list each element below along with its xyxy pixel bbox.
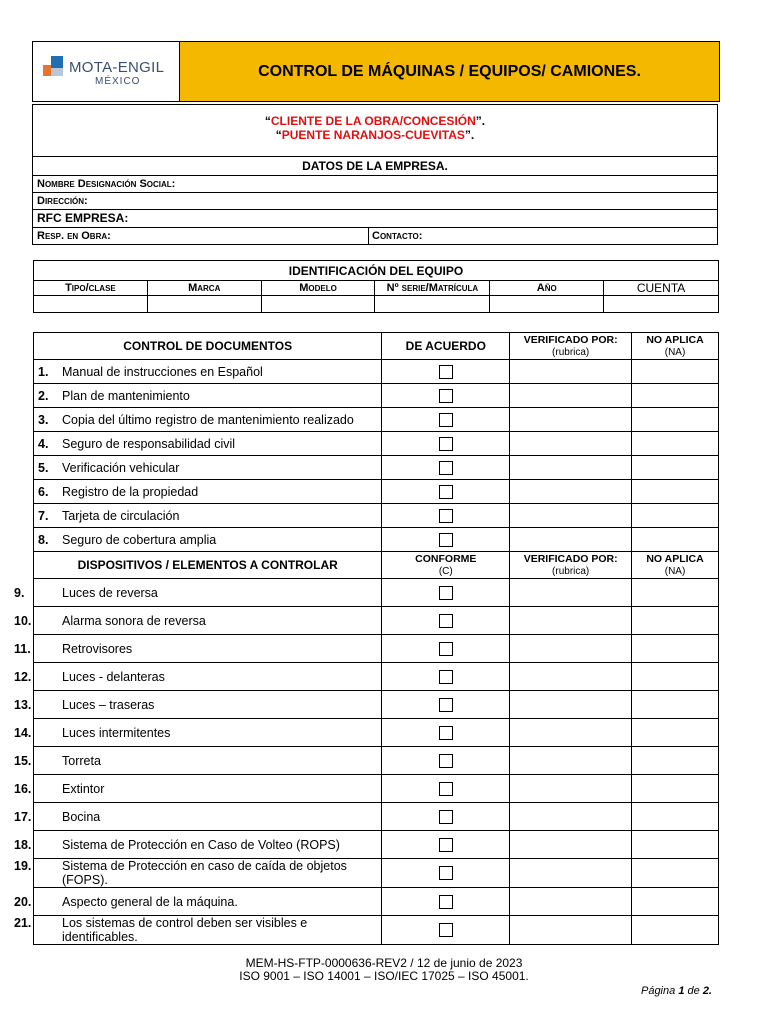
equipment-table bbox=[33, 260, 719, 313]
item-label: Bocina bbox=[62, 809, 101, 824]
item-label: Luces - delanteras bbox=[62, 669, 165, 684]
not-applicable-cell[interactable] bbox=[632, 504, 719, 528]
control-table bbox=[14, 332, 719, 945]
device-item bbox=[14, 803, 382, 831]
item-number: 11. bbox=[14, 641, 31, 656]
verified-signature-cell[interactable] bbox=[510, 384, 632, 408]
verified-signature-cell[interactable] bbox=[510, 528, 632, 552]
device-row bbox=[34, 607, 719, 635]
item-number: 4. bbox=[38, 436, 49, 451]
device-item bbox=[14, 635, 382, 663]
agree-header: DE ACUERDO bbox=[382, 333, 510, 360]
checkbox[interactable] bbox=[439, 614, 453, 628]
logo-text: MOTA-ENGIL bbox=[69, 58, 165, 76]
not-applicable-cell[interactable] bbox=[632, 831, 719, 859]
device-row bbox=[34, 635, 719, 663]
company-name-field[interactable]: Nombre Designación Social: bbox=[33, 175, 717, 192]
device-check-cell bbox=[382, 831, 510, 859]
checkbox[interactable] bbox=[439, 509, 453, 523]
serial-input[interactable] bbox=[375, 296, 490, 313]
document-item bbox=[34, 528, 382, 552]
document-item bbox=[34, 456, 382, 480]
device-item bbox=[14, 831, 382, 859]
conform-header: CONFORME (C) bbox=[382, 552, 510, 579]
contact-field[interactable]: Contacto: bbox=[368, 228, 422, 244]
document-row bbox=[34, 432, 719, 456]
device-row bbox=[34, 888, 719, 916]
model-input[interactable] bbox=[261, 296, 375, 313]
document-row bbox=[34, 456, 719, 480]
device-row bbox=[34, 691, 719, 719]
rfc-field[interactable]: RFC EMPRESA: bbox=[33, 209, 717, 227]
item-number: 3. bbox=[38, 412, 49, 427]
checkbox[interactable] bbox=[439, 586, 453, 600]
verified-signature-cell[interactable] bbox=[510, 432, 632, 456]
device-item bbox=[14, 579, 382, 607]
item-number: 9. bbox=[14, 585, 25, 600]
verified-signature-cell[interactable] bbox=[510, 888, 632, 916]
verified-signature-cell[interactable] bbox=[510, 579, 632, 607]
verified-signature-cell[interactable] bbox=[510, 408, 632, 432]
item-number: 13. bbox=[14, 697, 32, 712]
checkbox[interactable] bbox=[439, 810, 453, 824]
not-applicable-cell[interactable] bbox=[632, 408, 719, 432]
col-type: Tipo/clase bbox=[34, 281, 148, 296]
not-applicable-cell[interactable] bbox=[632, 528, 719, 552]
not-applicable-cell[interactable] bbox=[632, 360, 719, 384]
not-applicable-cell[interactable] bbox=[632, 663, 719, 691]
item-number: 19. bbox=[14, 859, 32, 873]
document-check-cell bbox=[382, 432, 510, 456]
item-number: 7. bbox=[38, 508, 49, 523]
checkbox[interactable] bbox=[439, 923, 453, 937]
col-account: CUENTA bbox=[604, 281, 719, 296]
device-item bbox=[14, 747, 382, 775]
device-check-cell bbox=[382, 635, 510, 663]
verified-signature-cell[interactable] bbox=[510, 859, 632, 888]
item-number: 6. bbox=[38, 484, 49, 499]
item-number: 15. bbox=[14, 753, 32, 768]
company-data-header: DATOS DE LA EMPRESA. bbox=[33, 156, 717, 175]
not-applicable-cell[interactable] bbox=[632, 719, 719, 747]
col-model: Modelo bbox=[261, 281, 375, 296]
verified-signature-cell[interactable] bbox=[510, 456, 632, 480]
device-row bbox=[34, 859, 719, 888]
checkbox[interactable] bbox=[439, 838, 453, 852]
col-serial: Nº serie/Matrícula bbox=[375, 281, 490, 296]
device-check-cell bbox=[382, 888, 510, 916]
item-label: Retrovisores bbox=[62, 641, 133, 656]
device-check-cell bbox=[382, 747, 510, 775]
document-item bbox=[34, 360, 382, 384]
equipment-header: IDENTIFICACIÓN DEL EQUIPO bbox=[34, 261, 719, 281]
device-row bbox=[34, 747, 719, 775]
verified-signature-cell[interactable] bbox=[510, 480, 632, 504]
checkbox[interactable] bbox=[439, 413, 453, 427]
device-item bbox=[14, 888, 382, 916]
document-item bbox=[34, 432, 382, 456]
resp-field[interactable]: Resp. en Obra: bbox=[37, 230, 111, 242]
item-label: Manual de instrucciones en Español bbox=[62, 364, 263, 379]
item-label: Alarma sonora de reversa bbox=[62, 613, 206, 628]
item-label: Luces de reversa bbox=[62, 585, 158, 600]
item-label: Aspecto general de la máquina. bbox=[62, 894, 238, 909]
document-row bbox=[34, 360, 719, 384]
na-header-2: NO APLICA (NA) bbox=[632, 552, 719, 579]
not-applicable-cell[interactable] bbox=[632, 607, 719, 635]
item-number: 1. bbox=[38, 364, 49, 379]
verified-signature-cell[interactable] bbox=[510, 691, 632, 719]
item-number: 2. bbox=[38, 388, 49, 403]
verified-header-2: VERIFICADO POR: (rubrica) bbox=[510, 552, 632, 579]
item-number: 17. bbox=[14, 809, 32, 824]
document-item bbox=[34, 408, 382, 432]
not-applicable-cell[interactable] bbox=[632, 384, 719, 408]
checkbox[interactable] bbox=[439, 670, 453, 684]
client-block: “CLIENTE DE LA OBRA/CONCESIÓN”. “PUENTE NARANJOS-CUEVITAS”. DATOS DE LA EMPRESA. Nombre Designación Social: Dirección: RFC EMPRESA: Resp. en Obra: Contacto: bbox=[32, 104, 718, 245]
document-row bbox=[34, 384, 719, 408]
not-applicable-cell[interactable] bbox=[632, 579, 719, 607]
checkbox[interactable] bbox=[439, 642, 453, 656]
verified-signature-cell[interactable] bbox=[510, 719, 632, 747]
not-applicable-cell[interactable] bbox=[632, 747, 719, 775]
document-row bbox=[34, 480, 719, 504]
device-row bbox=[34, 719, 719, 747]
checkbox[interactable] bbox=[439, 533, 453, 547]
checkbox[interactable] bbox=[439, 485, 453, 499]
device-check-cell bbox=[382, 803, 510, 831]
not-applicable-cell[interactable] bbox=[632, 691, 719, 719]
item-number: 14. bbox=[14, 725, 32, 740]
client-label: CLIENTE DE LA OBRA/CONCESIÓN bbox=[270, 114, 476, 128]
brand-input[interactable] bbox=[147, 296, 261, 313]
verified-signature-cell[interactable] bbox=[510, 916, 632, 945]
not-applicable-cell[interactable] bbox=[632, 432, 719, 456]
document-item bbox=[34, 504, 382, 528]
item-label: Copia del último registro de mantenimiento realizado bbox=[62, 412, 354, 427]
item-label: Luces intermitentes bbox=[62, 725, 171, 740]
device-check-cell bbox=[382, 775, 510, 803]
not-applicable-cell[interactable] bbox=[632, 888, 719, 916]
devices-header: DISPOSITIVOS / ELEMENTOS A CONTROLAR bbox=[34, 552, 382, 579]
device-item bbox=[14, 719, 382, 747]
item-label: Verificación vehicular bbox=[62, 460, 180, 475]
device-row bbox=[34, 775, 719, 803]
not-applicable-cell[interactable] bbox=[632, 803, 719, 831]
checkbox[interactable] bbox=[439, 698, 453, 712]
item-number: 18. bbox=[14, 837, 32, 852]
document-check-cell bbox=[382, 360, 510, 384]
not-applicable-cell[interactable] bbox=[632, 916, 719, 945]
document-check-cell bbox=[382, 504, 510, 528]
not-applicable-cell[interactable] bbox=[632, 480, 719, 504]
documents-header: CONTROL DE DOCUMENTOS bbox=[34, 333, 382, 360]
item-number: 16. bbox=[14, 781, 32, 796]
verified-signature-cell[interactable] bbox=[510, 775, 632, 803]
checkbox[interactable] bbox=[439, 895, 453, 909]
device-row bbox=[34, 663, 719, 691]
resp-contact-row bbox=[33, 227, 717, 244]
document-row bbox=[34, 408, 719, 432]
document-item bbox=[34, 480, 382, 504]
document-check-cell bbox=[382, 456, 510, 480]
device-item bbox=[14, 607, 382, 635]
type-input[interactable] bbox=[34, 296, 148, 313]
equipment-input-row bbox=[34, 296, 719, 313]
document-header bbox=[32, 41, 720, 102]
device-item bbox=[14, 916, 382, 945]
device-check-cell bbox=[382, 663, 510, 691]
checkbox[interactable] bbox=[439, 437, 453, 451]
item-label: Seguro de cobertura amplia bbox=[62, 532, 217, 547]
device-row bbox=[34, 831, 719, 859]
mota-engil-logo-icon bbox=[43, 56, 65, 78]
device-check-cell bbox=[382, 579, 510, 607]
item-label: Los sistemas de control deben ser visibles e identificables. bbox=[62, 916, 308, 944]
not-applicable-cell[interactable] bbox=[632, 859, 719, 888]
item-label: Registro de la propiedad bbox=[62, 484, 199, 499]
verified-signature-cell[interactable] bbox=[510, 831, 632, 859]
document-check-cell bbox=[382, 384, 510, 408]
checkbox[interactable] bbox=[439, 461, 453, 475]
item-label: Sistema de Protección en caso de caída de objetos (FOPS). bbox=[62, 859, 347, 887]
item-number: 12. bbox=[14, 669, 32, 684]
device-item bbox=[14, 663, 382, 691]
item-number: 20. bbox=[14, 894, 32, 909]
item-number: 10. bbox=[14, 613, 32, 628]
device-check-cell bbox=[382, 607, 510, 635]
checkbox[interactable] bbox=[439, 782, 453, 796]
verified-signature-cell[interactable] bbox=[510, 803, 632, 831]
logo-subtext: MÉXICO bbox=[95, 76, 141, 87]
item-label: Extintor bbox=[62, 781, 105, 796]
device-item bbox=[14, 859, 382, 888]
not-applicable-cell[interactable] bbox=[632, 775, 719, 803]
logo bbox=[33, 42, 180, 101]
item-number: 8. bbox=[38, 532, 49, 547]
device-check-cell bbox=[382, 859, 510, 888]
verified-signature-cell[interactable] bbox=[510, 607, 632, 635]
col-year: Año bbox=[490, 281, 604, 296]
checkbox[interactable] bbox=[439, 365, 453, 379]
not-applicable-cell[interactable] bbox=[632, 635, 719, 663]
checkbox[interactable] bbox=[439, 754, 453, 768]
item-label: Seguro de responsabilidad civil bbox=[62, 436, 236, 451]
verified-header: VERIFICADO POR: (rubrica) bbox=[510, 333, 632, 360]
verified-signature-cell[interactable] bbox=[510, 635, 632, 663]
account-input[interactable] bbox=[604, 296, 719, 313]
device-check-cell bbox=[382, 719, 510, 747]
device-row bbox=[34, 803, 719, 831]
document-check-cell bbox=[382, 408, 510, 432]
project-name: PUENTE NARANJOS-CUEVITAS bbox=[281, 128, 465, 142]
device-item bbox=[14, 775, 382, 803]
item-label: Plan de mantenimiento bbox=[62, 388, 190, 403]
verified-signature-cell[interactable] bbox=[510, 663, 632, 691]
item-label: Tarjeta de circulación bbox=[62, 508, 180, 523]
checkbox[interactable] bbox=[439, 389, 453, 403]
document-title: CONTROL DE MÁQUINAS / EQUIPOS/ CAMIONES. bbox=[180, 42, 719, 101]
document-item bbox=[34, 384, 382, 408]
not-applicable-cell[interactable] bbox=[632, 456, 719, 480]
document-check-cell bbox=[382, 480, 510, 504]
device-row bbox=[34, 579, 719, 607]
item-label: Luces – traseras bbox=[62, 697, 155, 712]
document-row bbox=[34, 504, 719, 528]
device-row bbox=[34, 916, 719, 945]
document-row bbox=[34, 528, 719, 552]
device-check-cell bbox=[382, 916, 510, 945]
na-header: NO APLICA (NA) bbox=[632, 333, 719, 360]
item-label: Sistema de Protección en Caso de Volteo (ROPS) bbox=[62, 837, 340, 852]
checkbox[interactable] bbox=[439, 726, 453, 740]
document-check-cell bbox=[382, 528, 510, 552]
verified-signature-cell[interactable] bbox=[510, 747, 632, 775]
year-input[interactable] bbox=[490, 296, 604, 313]
verified-signature-cell[interactable] bbox=[510, 504, 632, 528]
item-label: Torreta bbox=[62, 753, 101, 768]
verified-signature-cell[interactable] bbox=[510, 360, 632, 384]
device-item bbox=[14, 691, 382, 719]
form-code: MEM-HS-FTP-0000636-REV2 / 12 de junio de 2023 bbox=[245, 956, 523, 970]
item-number: 5. bbox=[38, 460, 49, 475]
device-check-cell bbox=[382, 691, 510, 719]
page-number: Página 1 de 2. bbox=[640, 985, 712, 997]
checkbox[interactable] bbox=[439, 866, 453, 880]
col-brand: Marca bbox=[147, 281, 261, 296]
address-field[interactable]: Dirección: bbox=[33, 192, 717, 209]
iso-standards: ISO 9001 – ISO 14001 – ISO/IEC 17025 – ISO 45001. bbox=[239, 969, 529, 983]
item-number: 21. bbox=[14, 916, 32, 930]
